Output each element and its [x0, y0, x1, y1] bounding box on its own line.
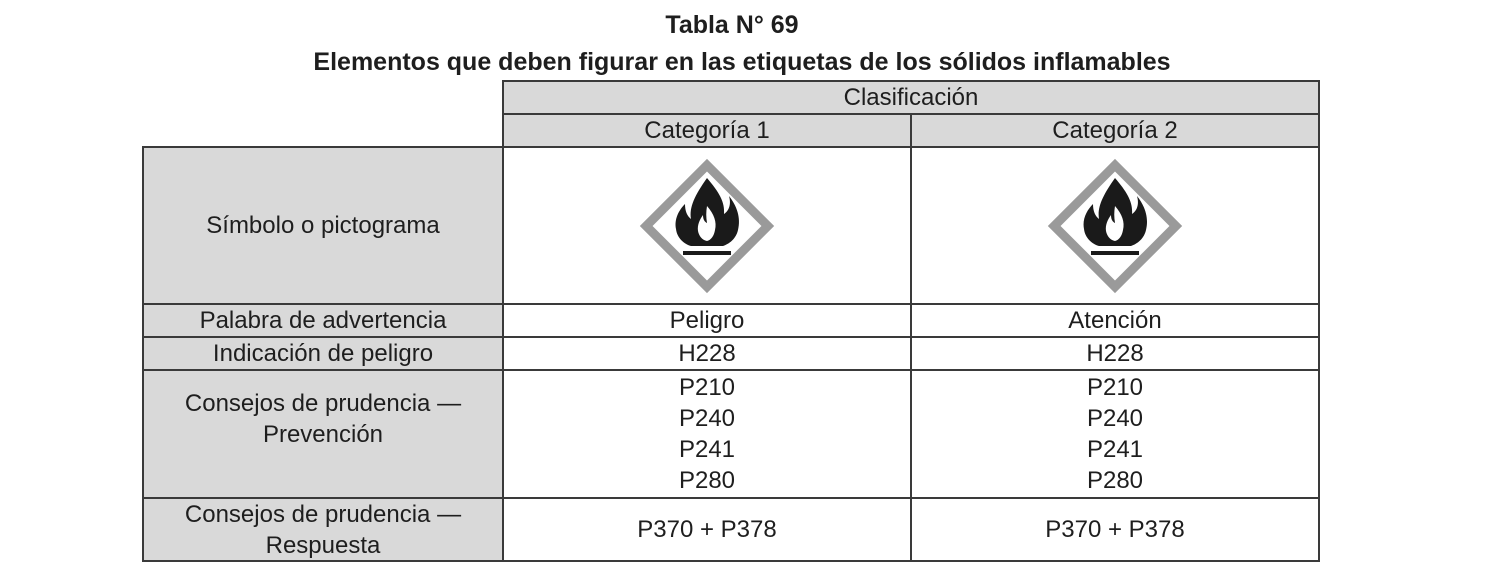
- row-label-signal-word-text: Palabra de advertencia: [199, 307, 447, 334]
- precautionary-code: P241: [1086, 436, 1144, 463]
- category-2-prevention-codes: [910, 369, 1320, 499]
- row-label-prevention-line-2: Prevención: [262, 421, 384, 448]
- row-label-signal-word: [142, 303, 504, 338]
- category-1-signal-word: [502, 303, 912, 338]
- flame-pictogram-icon: [1037, 148, 1193, 304]
- row-label-prevention-line-1: Consejos de prudencia —: [184, 390, 462, 417]
- category-2-response-code: P370 + P378: [1045, 516, 1185, 543]
- row-label-response-line-2: Respuesta: [265, 531, 381, 559]
- category-2-signal-word-text: Atención: [1068, 307, 1162, 334]
- precautionary-code: P210: [678, 374, 736, 401]
- table-title: Elementos que deben figurar en las etiquetas de los sólidos inflamables: [313, 48, 1171, 76]
- row-label-hazard-statement-text: Indicación de peligro: [212, 340, 434, 367]
- category-1-prevention-codes: [502, 369, 912, 499]
- precautionary-code: P210: [1086, 374, 1144, 401]
- precautionary-code: P280: [1086, 467, 1144, 494]
- category-2-pictogram-cell: [910, 146, 1320, 305]
- row-label-symbol-text: Símbolo o pictograma: [206, 212, 440, 239]
- category-1-header: [502, 113, 912, 148]
- row-label-response-line-1: Consejos de prudencia —: [184, 500, 462, 528]
- category-2-response-codes: [910, 497, 1320, 562]
- row-label-symbol: [142, 146, 504, 305]
- precautionary-code: P241: [678, 436, 736, 463]
- flame-pictogram-icon: [629, 148, 785, 304]
- category-1-pictogram-cell: [502, 146, 912, 305]
- category-1-hazard-statement: [502, 336, 912, 371]
- category-2-hazard-statement: [910, 336, 1320, 371]
- row-label-response: [142, 497, 504, 562]
- row-label-hazard-statement: [142, 336, 504, 371]
- category-1-response-code: P370 + P378: [637, 516, 777, 543]
- category-2-header-label: Categoría 2: [1052, 117, 1178, 144]
- classification-header: [502, 80, 1320, 115]
- precautionary-code: P240: [678, 405, 736, 432]
- precautionary-code: P240: [1086, 405, 1144, 432]
- row-label-prevention: [142, 369, 504, 499]
- category-1-response-codes: [502, 497, 912, 562]
- table-number-title: Tabla N° 69: [665, 11, 799, 39]
- classification-header-label: Clasificación: [843, 84, 979, 111]
- category-1-signal-word-text: Peligro: [669, 307, 745, 334]
- category-2-signal-word: [910, 303, 1320, 338]
- precautionary-code: P280: [678, 467, 736, 494]
- category-1-hazard-code: H228: [678, 340, 736, 367]
- category-1-header-label: Categoría 1: [644, 117, 770, 144]
- category-2-header: [910, 113, 1320, 148]
- category-2-hazard-code: H228: [1086, 340, 1144, 367]
